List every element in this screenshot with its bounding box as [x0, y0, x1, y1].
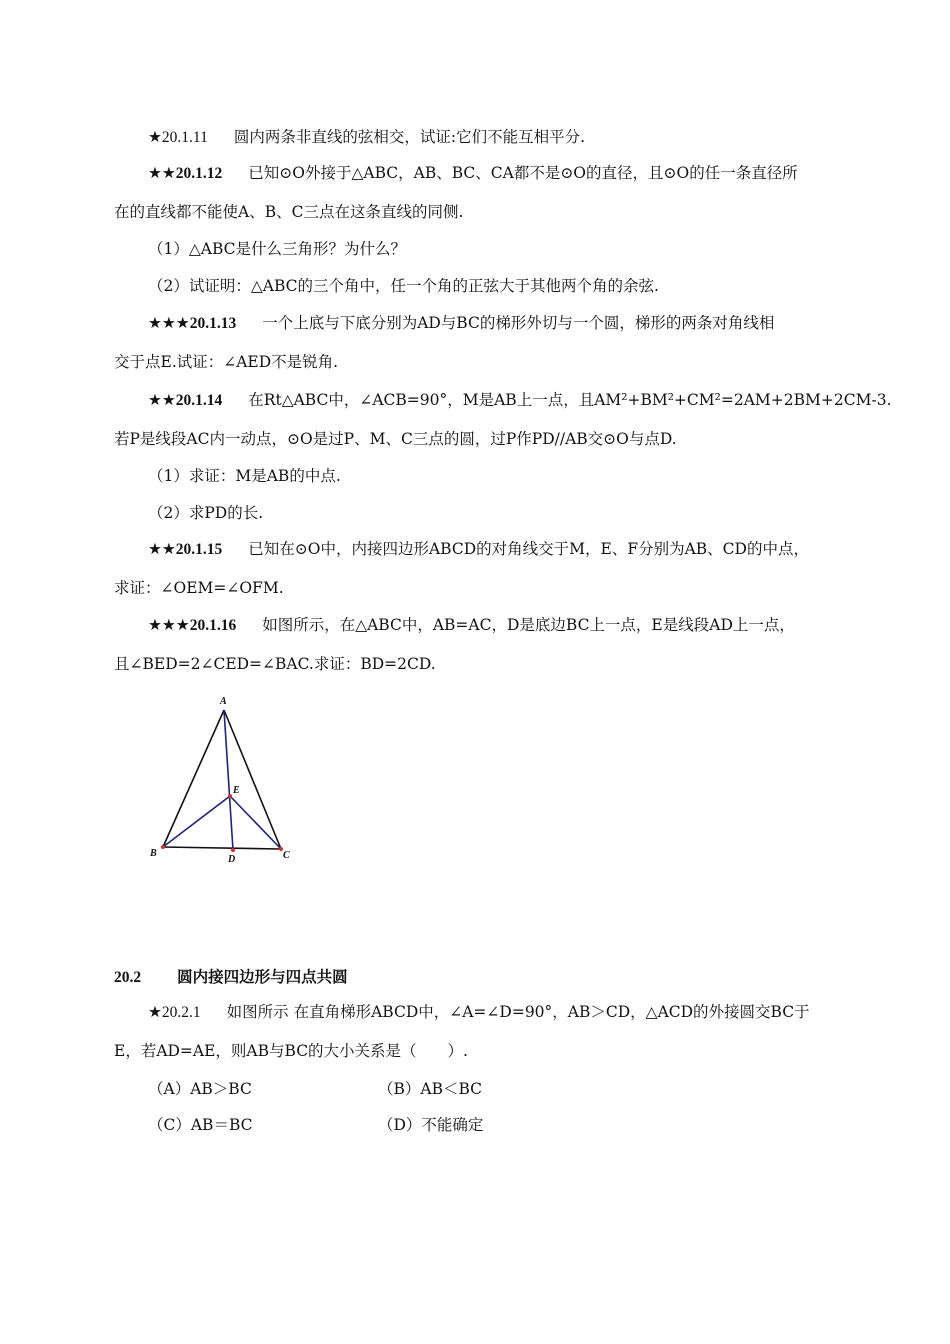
- problem-text-continued: 交于点E.试证：∠AED不是锐角.: [114, 353, 339, 371]
- difficulty-stars: ★★★: [148, 616, 190, 634]
- problem-text-continued: E，若AD=AE，则AB与BC的大小关系是（ ）.: [114, 1042, 468, 1060]
- label-c: C: [283, 850, 290, 861]
- problem-20-1-14: [148, 390, 892, 411]
- problem-text: 如图所示，在△ABC中，AB=AC，D是底边BC上一点，E是线段AD上一点，: [262, 616, 795, 634]
- problem-text: 已知⊙O外接于△ABC，AB、BC、CA都不是⊙O的直径，且⊙O的任一条直径所: [248, 164, 798, 182]
- problem-text: 在Rt△ABC中，∠ACB=90°，M是AB上一点，且AM²+BM²+CM²=2AM+2BM+2CM-3.: [248, 391, 892, 409]
- difficulty-stars: ★: [148, 1003, 162, 1021]
- problem-text-continued: 若P是线段AC内一动点，⊙O是过P、M、C三点的圆，过P作PD//AB交⊙O与点D.: [114, 430, 677, 448]
- problem-number: 20.1.14: [175, 392, 223, 409]
- difficulty-stars: ★★: [148, 540, 176, 558]
- subquestion-1: （1）△ABC是什么三角形？为什么？: [148, 240, 407, 258]
- problem-20-1-13: [148, 313, 774, 334]
- option-b: （B）AB＜BC: [378, 1080, 483, 1098]
- problem-text-continued: 且∠BED=2∠CED=∠BAC.求证：BD=2CD.: [114, 655, 436, 673]
- segment-ad: [224, 710, 233, 850]
- subquestion-2: （2）试证明：△ABC的三个角中，任一个角的正弦大于其他两个角的余弦.: [148, 277, 659, 295]
- problem-text: 圆内两条非直线的弦相交，试证:它们不能互相平分.: [233, 128, 585, 146]
- point-b: [161, 845, 165, 849]
- edge-bc: [163, 847, 281, 849]
- difficulty-stars: ★★: [148, 391, 176, 409]
- problem-text-continued: 在的直线都不能使A、B、C三点在这条直线的同侧.: [114, 203, 464, 221]
- problem-number: 20.1.11: [161, 129, 208, 146]
- label-e: E: [233, 785, 240, 796]
- problem-text-continued: 求证：∠OEM=∠OFM.: [114, 579, 284, 597]
- edge-ac: [224, 710, 281, 849]
- point-d: [231, 848, 235, 852]
- subquestion-1: （1）求证：M是AB的中点.: [148, 467, 341, 485]
- segment-ce: [230, 796, 281, 849]
- problem-text: 一个上底与下底分别为AD与BC的梯形外切与一个圆，梯形的两条对角线相: [262, 314, 775, 332]
- problem-number: 20.1.15: [175, 541, 223, 558]
- label-b: B: [150, 848, 157, 859]
- problem-20-2-1: [148, 1002, 810, 1023]
- problem-number: 20.2.1: [161, 1004, 201, 1021]
- section-number: 20.2: [114, 969, 142, 986]
- difficulty-stars: ★: [148, 128, 162, 146]
- difficulty-stars: ★★: [148, 164, 176, 182]
- option-a: （A）AB＞BC: [148, 1080, 252, 1098]
- option-d: （D）不能确定: [378, 1116, 484, 1134]
- problem-number: 20.1.12: [175, 165, 223, 182]
- problem-number: 20.1.13: [189, 315, 237, 332]
- segment-be: [163, 796, 230, 847]
- problem-20-1-16: [148, 615, 795, 636]
- difficulty-stars: ★★★: [148, 314, 190, 332]
- point-e: [228, 794, 232, 798]
- problem-text: 如图所示 在直角梯形ABCD中，∠A=∠D=90°，AB＞CD，△ACD的外接圆交BC于: [226, 1003, 810, 1021]
- label-a: A: [220, 696, 227, 707]
- edge-ab: [163, 710, 224, 847]
- option-c: （C）AB＝BC: [148, 1116, 253, 1134]
- section-heading: [114, 967, 348, 988]
- problem-20-1-15: [148, 539, 809, 560]
- label-d: D: [228, 854, 236, 865]
- problem-20-1-11: [148, 127, 585, 148]
- section-title: 圆内接四边形与四点共圆: [177, 967, 348, 986]
- triangle-figure: [140, 690, 310, 870]
- problem-number: 20.1.16: [189, 617, 237, 634]
- problem-text: 已知在⊙O中，内接四边形ABCD的对角线交于M，E、F分别为AB、CD的中点，: [248, 540, 809, 558]
- subquestion-2: （2）求PD的长.: [148, 504, 264, 522]
- problem-20-1-12: [148, 163, 798, 184]
